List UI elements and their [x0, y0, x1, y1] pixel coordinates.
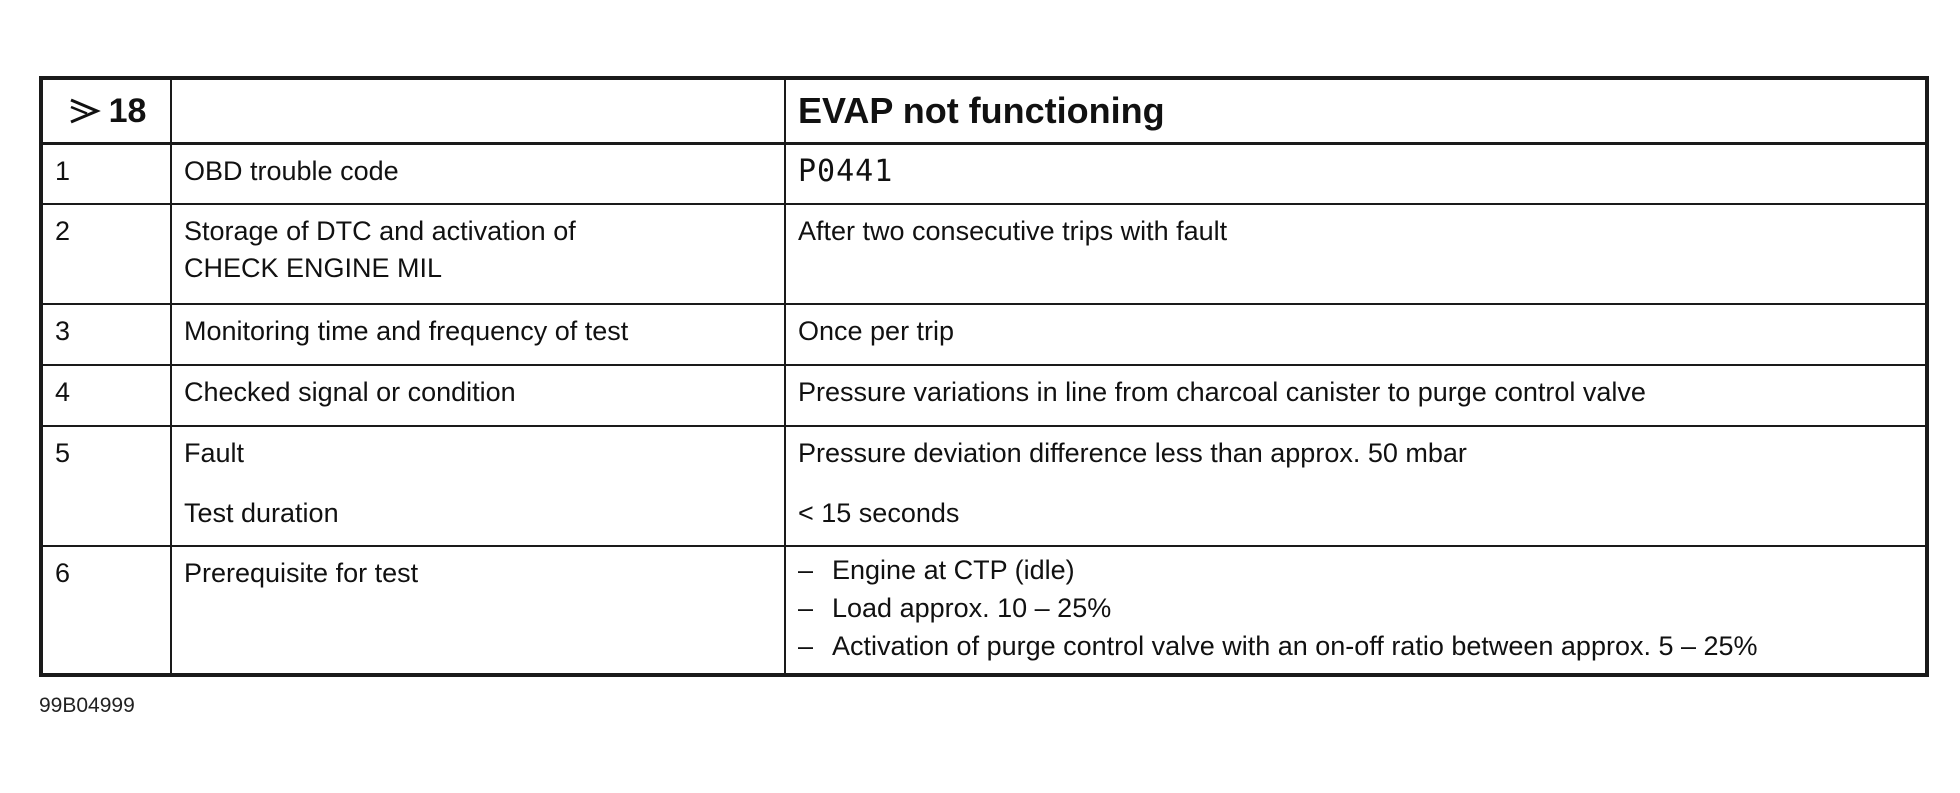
list-item	[798, 589, 1913, 627]
table-row	[41, 546, 1927, 675]
table-row	[41, 204, 1927, 304]
row-number: 1	[55, 156, 71, 186]
table-header-row	[41, 78, 1927, 144]
row-number: 3	[55, 316, 71, 346]
list-item-text: Engine at CTP (idle)	[832, 555, 1075, 585]
list-item	[798, 551, 1913, 589]
row-sub-label: Test duration	[184, 498, 339, 528]
header-empty-cell	[171, 78, 785, 144]
row-label-line: Storage of DTC and activation of	[184, 216, 576, 246]
header-number-cell	[41, 78, 171, 144]
prerequisite-list	[798, 551, 1913, 665]
list-item-text: Activation of purge control valve with an on-off ratio between approx. 5 – 25%	[832, 631, 1758, 661]
diagnostic-table	[39, 76, 1929, 677]
row-value: After two consecutive trips with fault	[798, 216, 1228, 246]
row-sub-value: < 15 seconds	[798, 498, 960, 528]
double-chevron-right-icon	[67, 96, 103, 126]
table-row	[41, 426, 1927, 546]
list-item	[798, 627, 1913, 665]
row-number: 4	[55, 377, 71, 407]
row-label: OBD trouble code	[184, 156, 399, 186]
row-value: Pressure variations in line from charcoal canister to purge control valve	[798, 377, 1646, 407]
table-row	[41, 365, 1927, 426]
row-number: 6	[55, 558, 71, 588]
row-label: Monitoring time and frequency of test	[184, 316, 629, 346]
header-number: 18	[108, 91, 147, 130]
bullet-dash: –	[798, 555, 814, 585]
figure-id: 99B04999	[39, 694, 135, 717]
row-value: Once per trip	[798, 316, 955, 346]
table-row	[41, 144, 1927, 205]
bullet-dash: –	[798, 631, 814, 661]
bullet-dash: –	[798, 593, 814, 623]
row-label-line: CHECK ENGINE MIL	[184, 253, 443, 283]
list-item-text: Load approx. 10 – 25%	[832, 593, 1112, 623]
page-title: EVAP not functioning	[798, 90, 1165, 131]
obd-trouble-code: P0441	[798, 154, 894, 189]
header-title-cell	[785, 78, 1927, 144]
row-value: Pressure deviation difference less than approx. 50 mbar	[798, 438, 1467, 468]
row-number: 5	[55, 438, 71, 468]
row-number: 2	[55, 216, 71, 246]
row-label: Checked signal or condition	[184, 377, 516, 407]
table-row	[41, 304, 1927, 365]
row-label: Prerequisite for test	[184, 558, 419, 588]
row-label: Fault	[184, 438, 245, 468]
